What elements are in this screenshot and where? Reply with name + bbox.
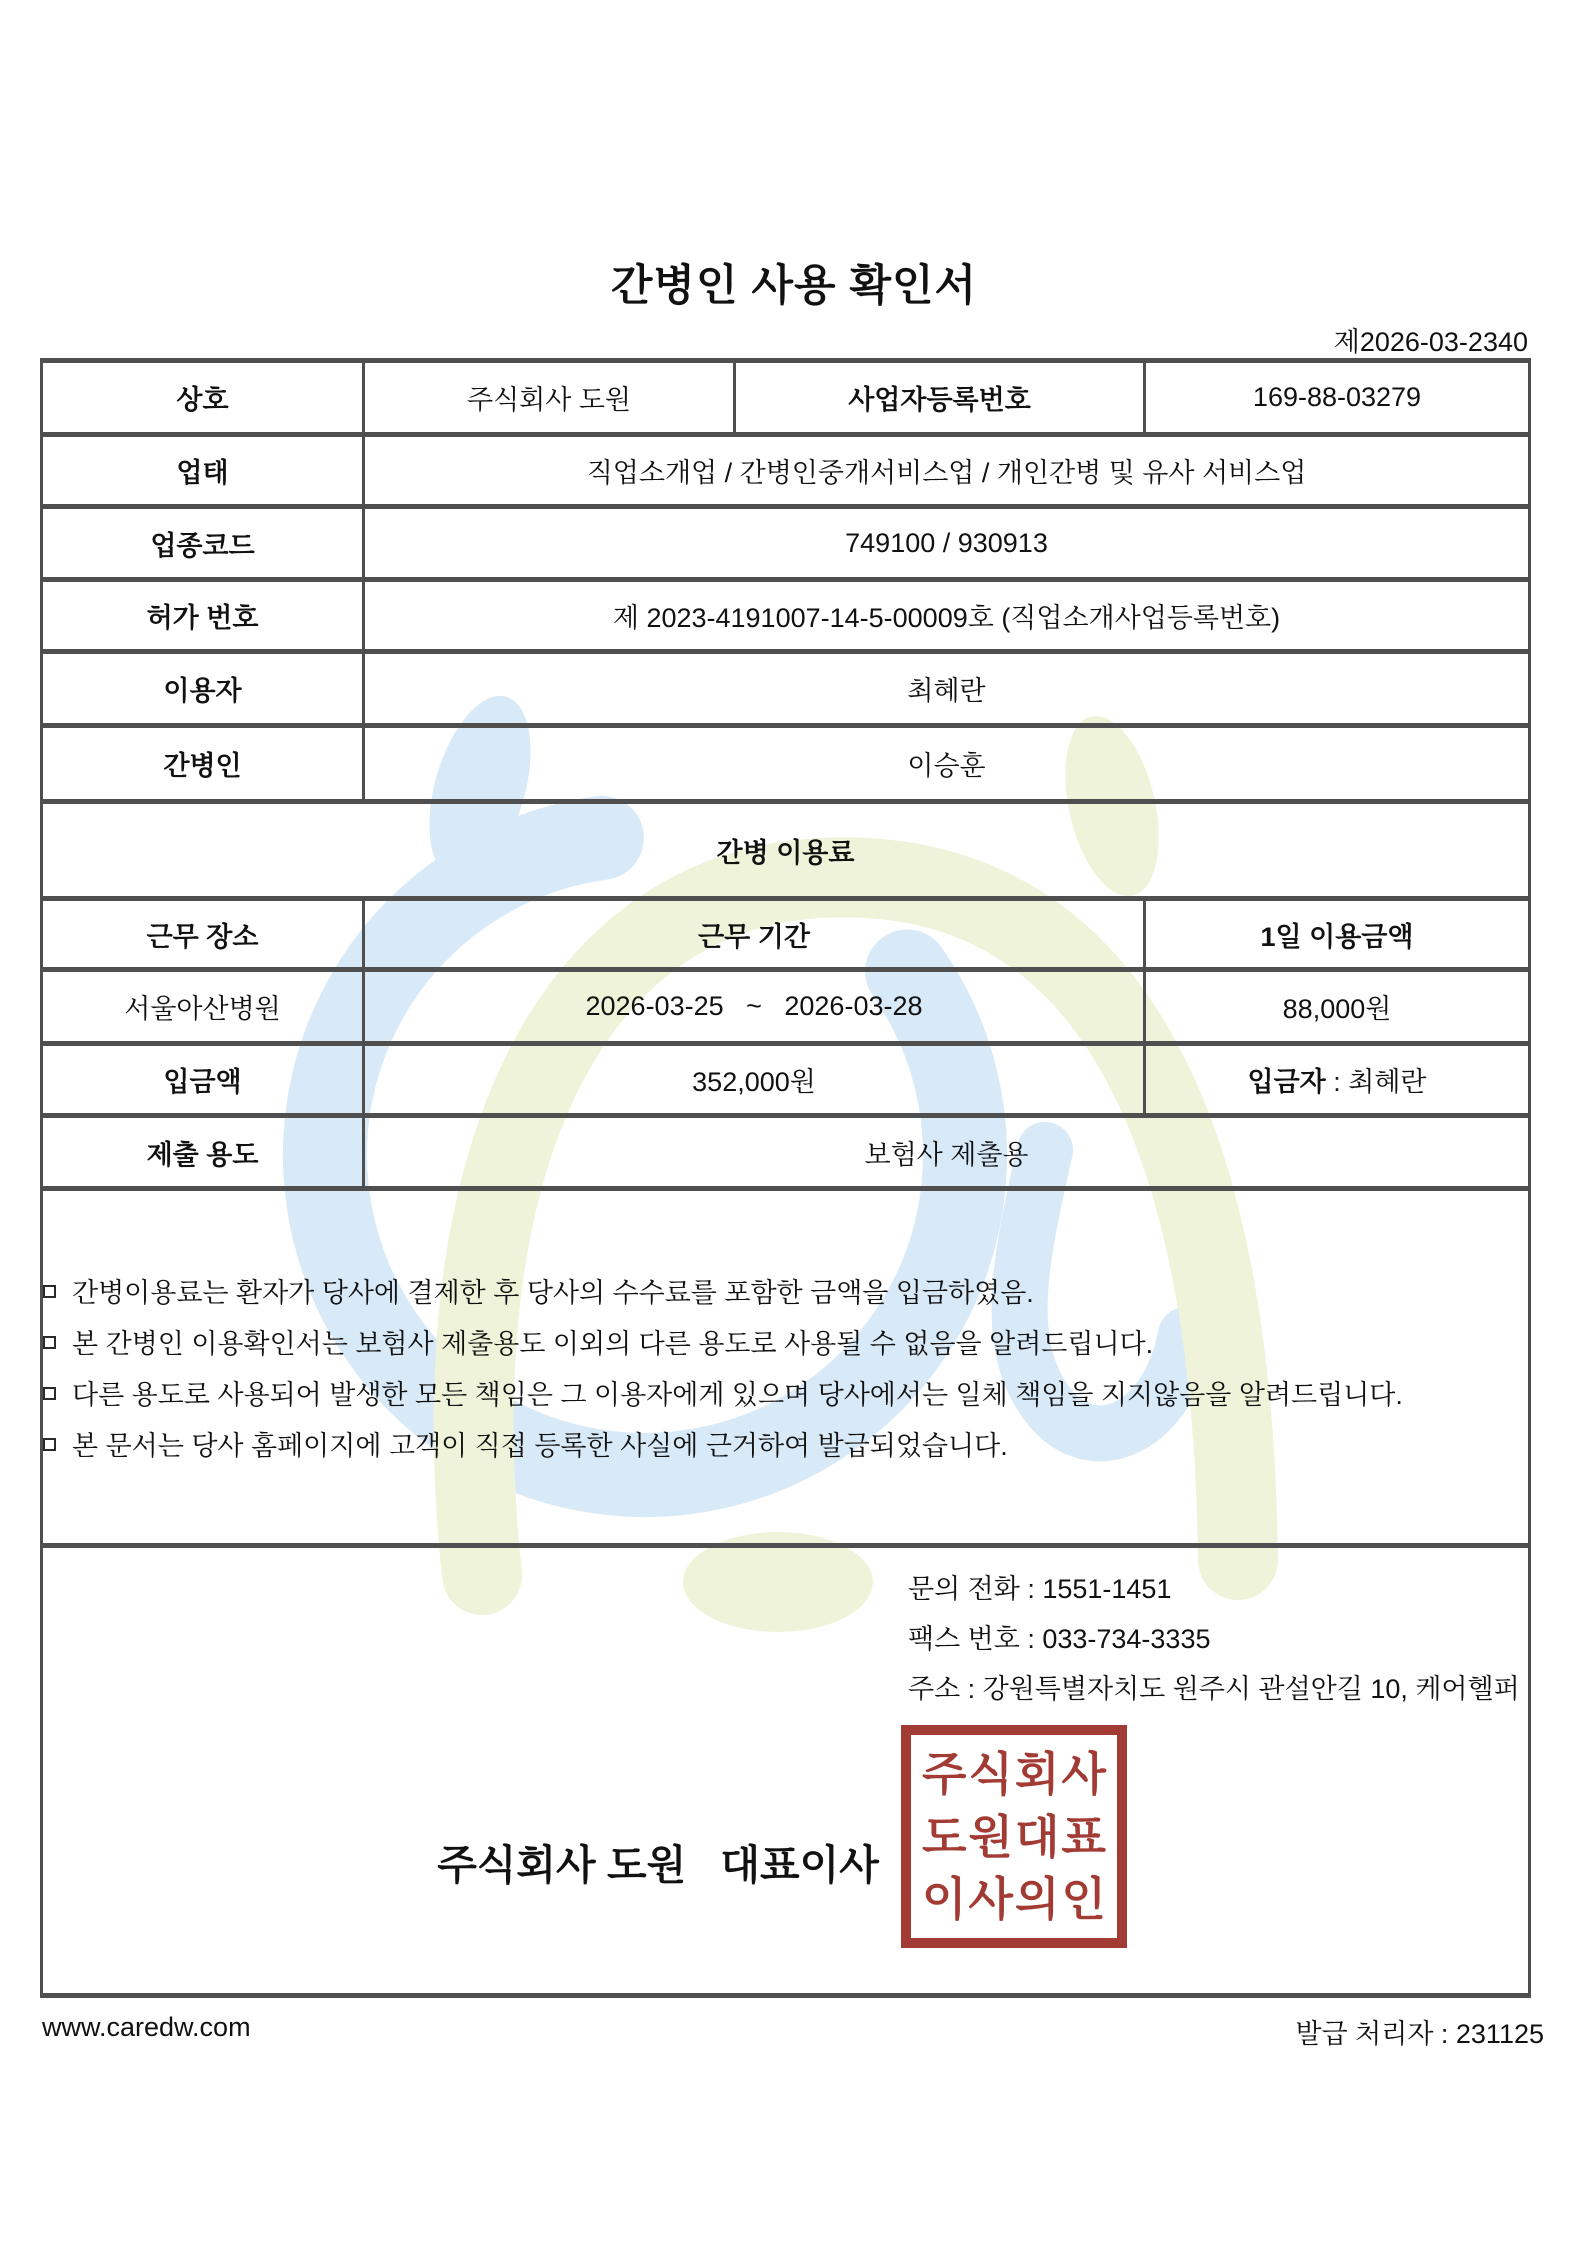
seal-text-row: 도 원 대 표 [922, 1810, 1106, 1863]
biz-reg-label: 사업자등록번호 [735, 361, 1145, 435]
depositor-cell [1145, 1044, 1530, 1116]
row-fee-data [42, 970, 1530, 1044]
row-business-type [42, 435, 1530, 507]
daily-fee-value: 88,000원 [1145, 970, 1530, 1044]
biz-type-label: 업태 [42, 435, 364, 507]
row-notes [42, 1189, 1530, 1546]
contact-fax: 팩스 번호 : 033-734-3335 [908, 1624, 1211, 1654]
work-period-header: 근무 기간 [364, 899, 1145, 970]
row-company [42, 361, 1530, 435]
note-line [43, 1418, 1528, 1469]
row-industry-code [42, 507, 1530, 580]
note-bullet-icon [43, 1336, 56, 1349]
industry-code-value: 749100 / 930913 [364, 507, 1530, 580]
contact-info [908, 1564, 1520, 1714]
row-caregiver [42, 726, 1530, 802]
row-purpose [42, 1116, 1530, 1189]
note-text: 간병이용료는 환자가 당사에 결제한 후 당사의 수수료를 포함한 금액을 입금하였음. [72, 1278, 1034, 1308]
seal-text-row: 주 식 회 사 [922, 1748, 1106, 1800]
caregiver-value: 이승훈 [364, 726, 1530, 802]
company-value: 주식회사 도원 [364, 361, 735, 435]
permit-label: 허가 번호 [42, 580, 364, 652]
note-text: 본 문서는 당사 홈페이지에 고객이 직접 등록한 사실에 근거하여 발급되었습니다. [72, 1431, 1008, 1461]
purpose-value: 보험사 제출용 [364, 1116, 1530, 1189]
note-line [43, 1265, 1528, 1316]
company-seal-stamp [901, 1725, 1127, 1948]
note-bullet-icon [43, 1285, 56, 1298]
permit-value: 제 2023-4191007-14-5-00009호 (직업소개사업등록번호) [364, 580, 1530, 652]
daily-fee-header: 1일 이용금액 [1145, 899, 1530, 970]
note-bullet-icon [43, 1387, 56, 1400]
deposit-label: 입금액 [42, 1044, 364, 1116]
deposit-value: 352,000원 [364, 1044, 1145, 1116]
caregiver-label: 간병인 [42, 726, 364, 802]
notes-block [42, 1189, 1530, 1546]
page-title: 간병인 사용 확인서 [610, 262, 978, 310]
note-text: 다른 용도로 사용되어 발생한 모든 책임은 그 이용자에게 있으며 당사에서는 일체 책임을 지지않음을 알려드립니다. [72, 1380, 1403, 1410]
confirmation-table [40, 358, 1531, 1998]
industry-code-label: 업종코드 [42, 507, 364, 580]
depositor-value: : 최혜란 [1325, 1067, 1427, 1097]
row-deposit [42, 1044, 1530, 1116]
row-fee-header [42, 899, 1530, 970]
row-issuer-block [42, 1546, 1530, 1996]
issuer-block [42, 1546, 1530, 1996]
company-signature-line: 주식회사 도원 대표이사 [437, 1842, 879, 1888]
document-number: 제2026-03-2340 [1333, 327, 1528, 357]
depositor-label: 입금자 [1247, 1067, 1326, 1097]
work-period-value: 2026-03-25 ~ 2026-03-28 [364, 970, 1145, 1044]
purpose-label: 제출 용도 [42, 1116, 364, 1189]
contact-address: 주소 : 강원특별자치도 원주시 관설안길 10, 케어헬퍼 [908, 1674, 1520, 1704]
fee-section-title: 간병 이용료 [42, 802, 1530, 899]
website-url: www.caredw.com [42, 2012, 251, 2042]
note-text: 본 간병인 이용확인서는 보험사 제출용도 이외의 다른 용도로 사용될 수 없음을 알려드립니다. [72, 1329, 1154, 1359]
work-place-value: 서울아산병원 [42, 970, 364, 1044]
biz-type-value: 직업소개업 / 간병인중개서비스업 / 개인간병 및 유사 서비스업 [364, 435, 1530, 507]
note-line [43, 1367, 1528, 1418]
user-label: 이용자 [42, 652, 364, 726]
note-bullet-icon [43, 1438, 56, 1451]
seal-text-row: 이 사 의 인 [922, 1873, 1106, 1925]
company-label: 상호 [42, 361, 364, 435]
contact-phone: 문의 전화 : 1551-1451 [908, 1574, 1172, 1604]
work-place-header: 근무 장소 [42, 899, 364, 970]
row-user [42, 652, 1530, 726]
row-fee-section-title [42, 802, 1530, 899]
note-line [43, 1316, 1528, 1367]
biz-reg-value: 169-88-03279 [1145, 361, 1530, 435]
issue-handler: 발급 처리자 : 231125 [1295, 2019, 1544, 2049]
row-permit [42, 580, 1530, 652]
user-value: 최혜란 [364, 652, 1530, 726]
